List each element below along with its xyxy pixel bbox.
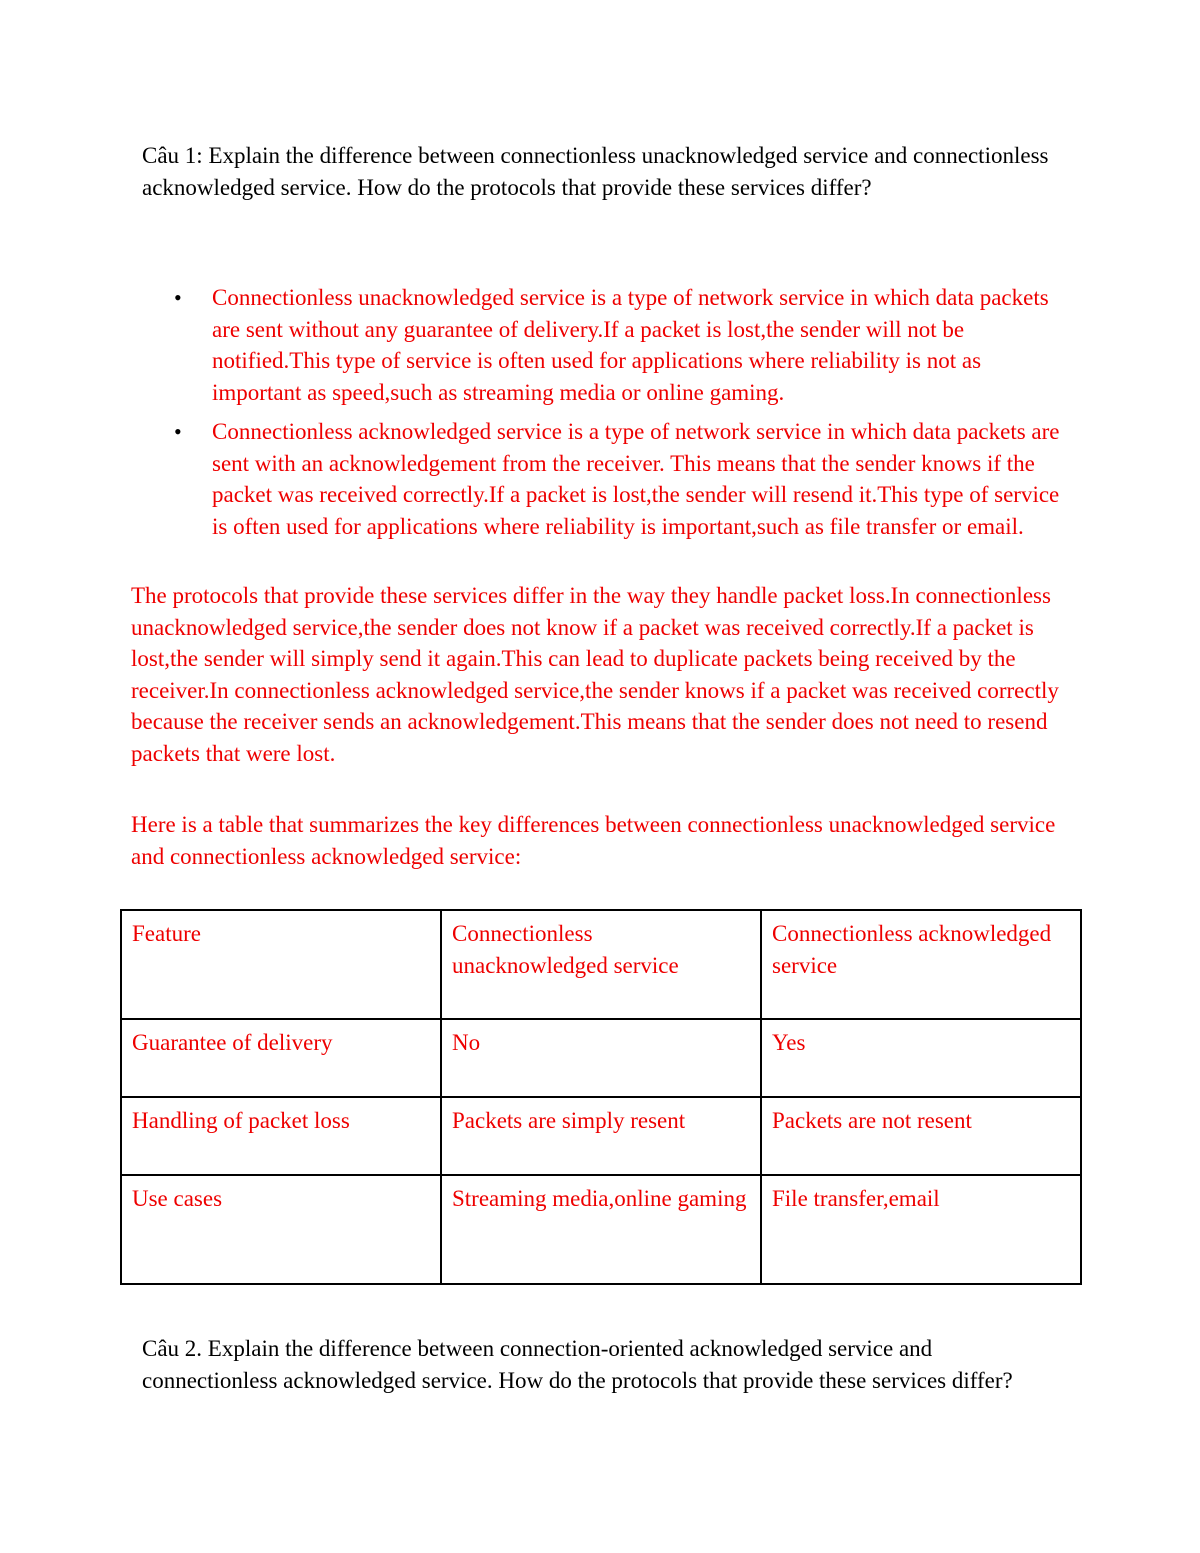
bullet-item <box>142 282 1072 408</box>
table-row <box>121 1175 1081 1284</box>
table-cell: Packets are simply resent <box>441 1097 761 1175</box>
table-cell: Yes <box>761 1019 1081 1097</box>
comparison-table <box>120 909 1082 1285</box>
table-cell: File transfer,email <box>761 1175 1081 1284</box>
bullet-icon: • <box>174 419 182 444</box>
table-cell: Connectionless unacknowledged service <box>441 910 761 1019</box>
question-1: Câu 1: Explain the difference between connectionless unacknowledged service and connectionless acknowledged service. How do the protocols that provide these services differ? <box>142 143 1049 200</box>
table-intro-paragraph: Here is a table that summarizes the key differences between connectionless unacknowledged service and connectionless acknowledged service: <box>131 812 1056 869</box>
protocol-difference-paragraph: The protocols that provide these services differ in the way they handle packet loss.In connectionless unacknowledged service,the sender does not know if a packet was received correctly.If a packet is lost,the sender will simply send it again.This can lead to duplicate packets being received by the receiver.In connectionless acknowledged service,the sender knows if a packet was received correctly because the receiver sends an acknowledgement.This means that the sender does not need to resend packets that were lost. <box>131 583 1059 766</box>
bullet-text: Connectionless acknowledged service is a type of network service in which data packets are sent with an acknowledgement from the receiver. This means that the sender knows if the packet was received correctly.If a packet is lost,the sender will resend it.This type of service is often used for applications where reliability is important,such as file transfer or email. <box>212 419 1060 539</box>
table-cell: Feature <box>121 910 441 1019</box>
bullet-item <box>142 416 1072 542</box>
bullet-text: Connectionless unacknowledged service is a type of network service in which data packets are sent without any guarantee of delivery.If a packet is lost,the sender will not be notified.This type of service is often used for applications where reliability is not as important as speed,such as streaming media or online gaming. <box>212 285 1049 405</box>
table-cell: Guarantee of delivery <box>121 1019 441 1097</box>
answer-bullet-list <box>142 282 1072 550</box>
table-cell: Streaming media,online gaming <box>441 1175 761 1284</box>
table-row <box>121 1019 1081 1097</box>
table-header-row <box>121 910 1081 1019</box>
question-2: Câu 2. Explain the difference between connection-oriented acknowledged service and connectionless acknowledged service. How do the protocols that provide these services differ? <box>142 1336 1013 1393</box>
table-cell: Connectionless acknowledged service <box>761 910 1081 1019</box>
table-cell: No <box>441 1019 761 1097</box>
table-row <box>121 1097 1081 1175</box>
table-cell: Handling of packet loss <box>121 1097 441 1175</box>
table-cell: Packets are not resent <box>761 1097 1081 1175</box>
bullet-icon: • <box>174 285 182 310</box>
table-cell: Use cases <box>121 1175 441 1284</box>
